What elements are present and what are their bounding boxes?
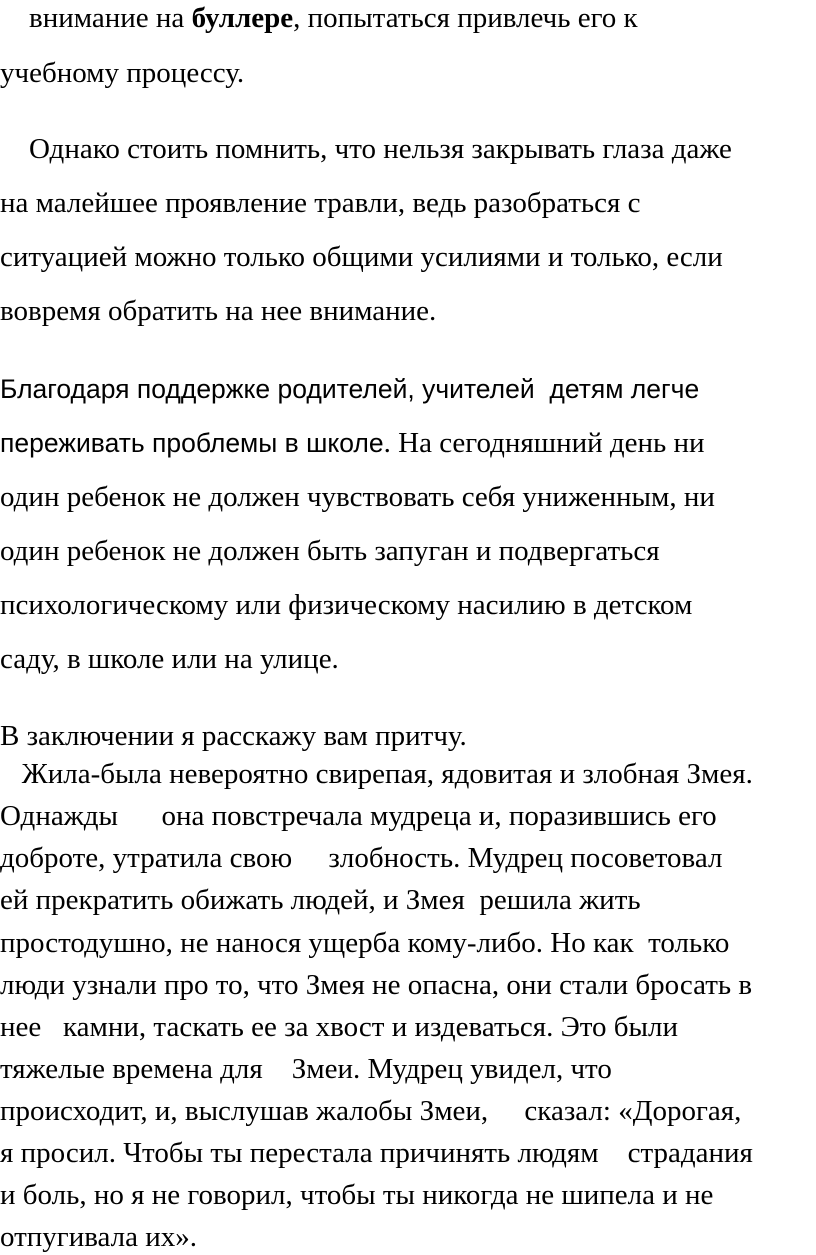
paragraph-1-line-2: учебному процессу. [0, 57, 245, 89]
parable-line-12: отпугивала их». [0, 1221, 198, 1253]
parable-line-11: и боль, но я не говорил, чтобы ты никогда не шипела и не [0, 1179, 714, 1211]
bold-term-buller: буллере [191, 2, 294, 34]
parable-line-2: Однажды она повстречала мудреца и, поразившись его [0, 800, 717, 832]
parable-line-6: люди узнали про то, что Змея не опасна, они стали бросать в [0, 969, 753, 1001]
parable-line-3: доброте, утратила свою злобность. Мудрец посоветовал [0, 842, 723, 874]
paragraph-2-line-4: вовремя обратить на нее внимание. [0, 295, 437, 327]
paragraph-2-line-2: на малейшее проявление травли, ведь разобраться с [0, 187, 641, 219]
paragraph-3-line-6: саду, в школе или на улице. [0, 643, 339, 675]
paragraph-4: В заключении я расскажу вам притчу. [0, 720, 467, 752]
text-run: внимание на [0, 2, 192, 34]
parable-line-4: ей прекратить обижать людей, и Змея решила жить [0, 884, 641, 916]
parable-line-8: тяжелые времена для Змеи. Мудрец увидел, что [0, 1053, 612, 1085]
paragraph-3-line-4: один ребенок не должен быть запуган и подвергаться [0, 535, 660, 567]
parable-line-1: Жила-была невероятно свирепая, ядовитая и злобная Змея. [0, 758, 753, 790]
paragraph-3-line-2 [0, 425, 705, 461]
paragraph-3-line-1: Благодаря поддержке родителей, учителей детям легче [0, 374, 700, 404]
paragraph-2-line-3: ситуацией можно только общими усилиями и только, если [0, 241, 723, 273]
parable-line-9: происходит, и, выслушав жалобы Змеи, сказал: «Дорогая, [0, 1095, 742, 1127]
paragraph-1-line-1 [0, 0, 638, 36]
text-run: , попытаться привлечь его к [293, 2, 638, 34]
paragraph-3-line-5: психологическому или физическому насилию в детском [0, 589, 693, 621]
parable-line-7: нее камни, таскать ее за хвост и издеваться. Это были [0, 1011, 679, 1043]
parable-line-5: простодушно, не нанося ущерба кому-либо. Но как только [0, 927, 730, 959]
parable-line-10: я просил. Чтобы ты перестала причинять людям страдания [0, 1137, 753, 1169]
text-run: . На сегодняшний день ни [383, 427, 705, 459]
text-run-sans: переживать проблемы в школе [0, 428, 384, 458]
paragraph-2-line-1: Однако стоить помнить, что нельзя закрывать глаза даже [0, 133, 732, 165]
paragraph-3-line-3: один ребенок не должен чувствовать себя униженным, ни [0, 481, 715, 513]
